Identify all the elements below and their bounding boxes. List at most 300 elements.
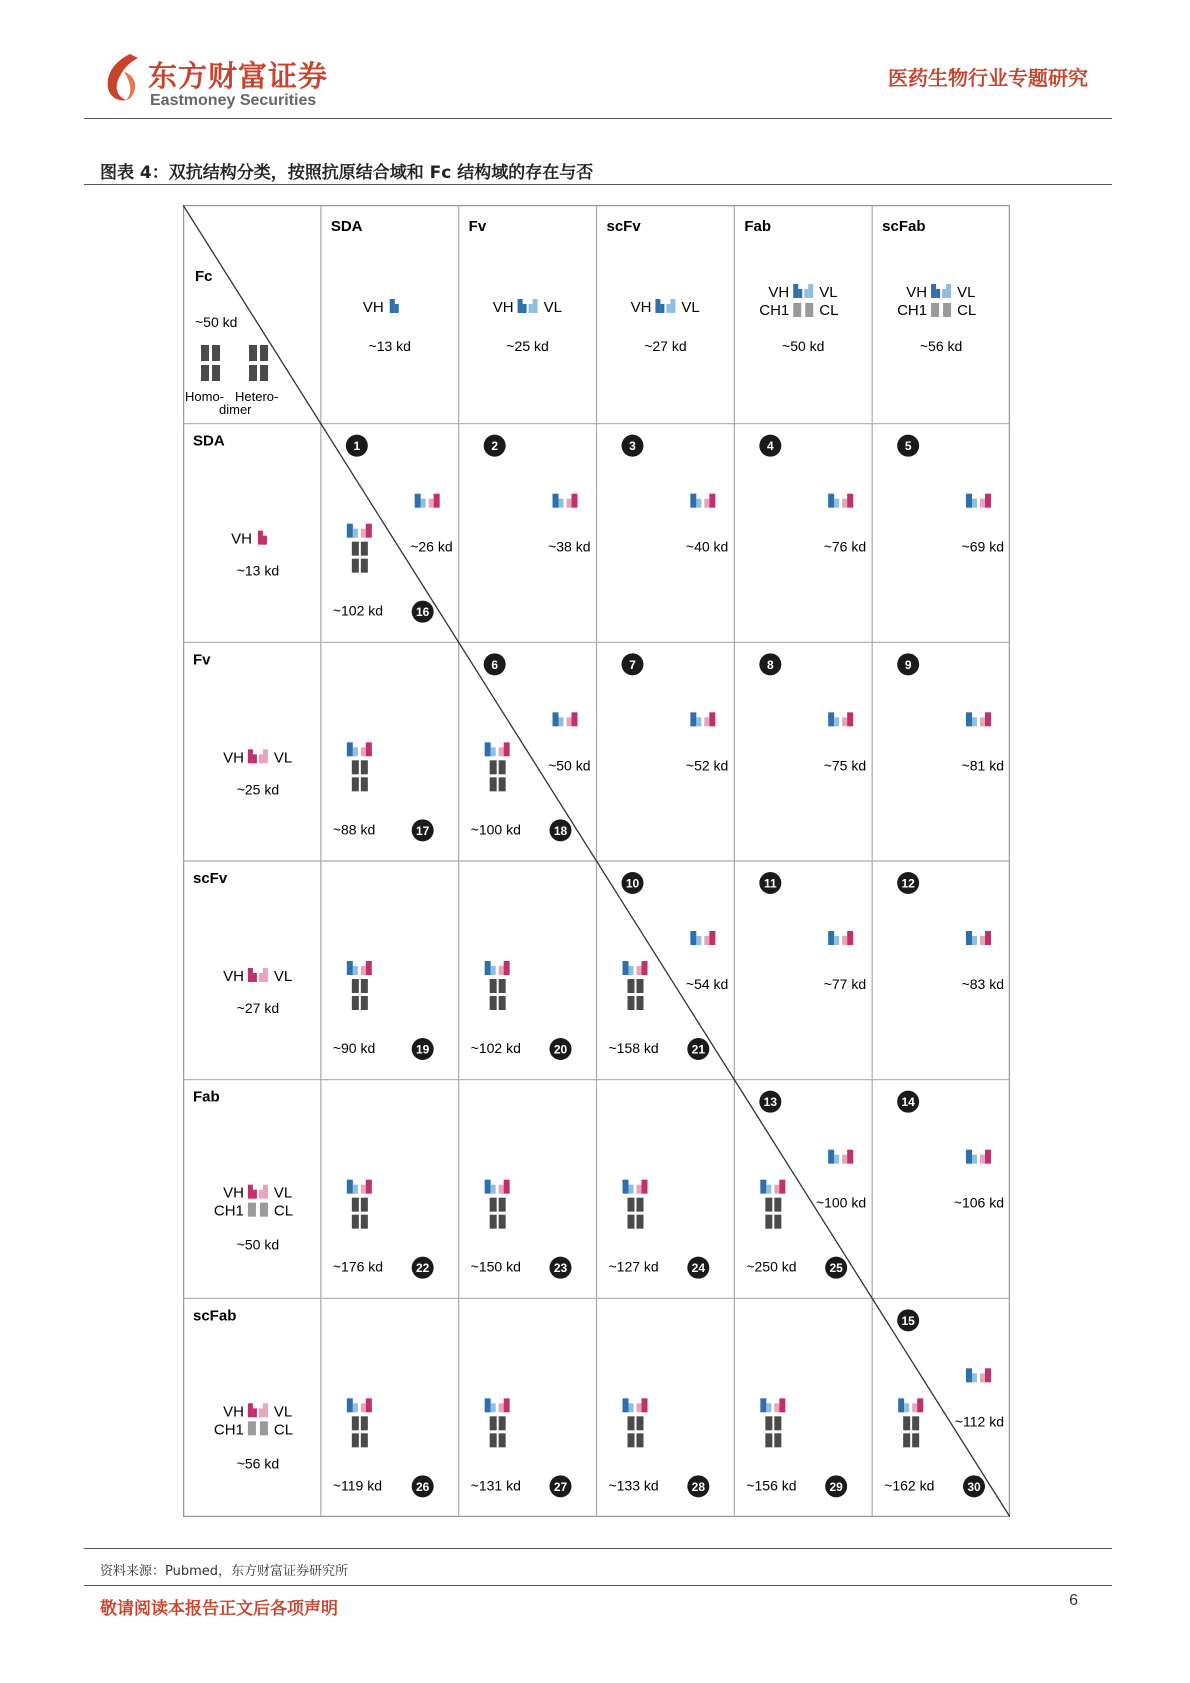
fc-bispecific-format-icon: [361, 542, 368, 556]
column-chain-label: VH: [768, 284, 790, 301]
fc-bispecific-format-icon: [366, 742, 372, 756]
ch1-domain-icon: [248, 1203, 256, 1217]
fc-bispecific-format-icon: [361, 1416, 368, 1430]
bispecific-format-icon: [696, 936, 701, 945]
header-divider: [84, 118, 1112, 119]
bispecific-format-icon: [847, 1150, 853, 1164]
fc-bispecific-format-icon: [623, 961, 629, 975]
bispecific-format-icon: [828, 1150, 834, 1164]
column-header-fab: Fab: [744, 218, 772, 235]
fc-bispecific-format-icon: [490, 996, 497, 1010]
format-size-label: ~127 kd: [608, 1258, 659, 1275]
bispecific-format-icon: [985, 494, 991, 508]
ch1-domain-icon: [248, 1421, 256, 1435]
fc-bispecific-format-icon: [490, 777, 497, 791]
vh-vl-domain-icon: [666, 304, 670, 313]
fc-bispecific-format-icon: [361, 1215, 368, 1229]
format-number-badge: 4: [766, 439, 774, 454]
column-chain-label: CH1: [759, 302, 790, 319]
bispecific-format-icon: [847, 931, 853, 945]
fc-bispecific-format-icon: [499, 979, 506, 993]
fc-bispecific-format-icon: [366, 1180, 372, 1194]
format-size-label: ~100 kd: [815, 1194, 867, 1211]
format-number-badge: 21: [691, 1042, 706, 1057]
format-number-badge: 1: [353, 439, 361, 454]
format-number-badge: 19: [415, 1042, 430, 1057]
format-number-badge: 15: [901, 1313, 915, 1328]
bispecific-format-icon: [704, 717, 709, 726]
vh-vl-domain-icon: [263, 1185, 268, 1199]
row-chain-label: VL: [273, 1403, 293, 1421]
format-size-label: ~158 kd: [608, 1040, 659, 1056]
row-header-fv: Fv: [193, 651, 211, 669]
fc-bispecific-format-icon: [366, 1398, 372, 1412]
fc-bispecific-format-icon: [361, 747, 366, 756]
column-size-label: ~13 kd: [368, 338, 411, 354]
fc-bispecific-format-icon: [629, 1403, 634, 1412]
vh-vl-domain-icon: [660, 304, 664, 313]
fc-bispecific-format-icon: [504, 1398, 510, 1412]
heterodimer-fc-block: [260, 365, 268, 381]
bispecific-format-icon: [572, 494, 578, 508]
bispecific-format-icon: [429, 499, 434, 508]
vh-domain-icon: [258, 531, 263, 545]
column-chain-label: CH1: [897, 302, 928, 319]
format-size-label: ~112 kd: [954, 1413, 1004, 1430]
vh-vl-domain-icon: [253, 1408, 257, 1417]
fc-bispecific-format-icon: [353, 529, 358, 538]
fc-bispecific-format-icon: [623, 1398, 629, 1412]
column-chain-label: CL: [819, 302, 839, 319]
format-size-label: ~26 kd: [410, 538, 453, 555]
fc-bispecific-format-icon: [637, 1416, 644, 1430]
fc-bispecific-format-icon: [366, 524, 372, 538]
fc-bispecific-format-icon: [490, 1215, 497, 1229]
fc-bispecific-format-icon: [629, 1185, 634, 1194]
bispecific-format-icon: [434, 494, 440, 508]
bispecific-format-icon: [828, 494, 834, 508]
format-number-badge: 17: [415, 823, 430, 838]
heterodimer-fc-block: [260, 345, 268, 361]
vh-vl-domain-icon: [263, 749, 268, 763]
fc-bispecific-format-icon: [347, 1398, 353, 1412]
fc-bispecific-format-icon: [361, 529, 366, 538]
format-number-badge: 29: [829, 1479, 843, 1494]
cl-domain-icon: [943, 303, 951, 317]
fc-bispecific-format-icon: [352, 1215, 359, 1229]
fc-bispecific-format-icon: [490, 1198, 497, 1212]
format-number-badge: 5: [904, 439, 912, 454]
vh-vl-domain-icon: [523, 304, 527, 313]
fc-bispecific-format-icon: [774, 1403, 779, 1412]
fc-bispecific-format-icon: [765, 1416, 772, 1430]
row-header-scfab: scFab: [193, 1307, 237, 1325]
ch1-domain-icon: [793, 303, 801, 317]
bispecific-format-icon: [972, 1373, 977, 1382]
disclaimer: 敬请阅读本报告正文后各项声明: [100, 1599, 338, 1619]
format-number-badge: 24: [691, 1261, 706, 1276]
fc-bispecific-format-icon: [361, 966, 366, 975]
bispecific-format-icon: [972, 936, 977, 945]
vh-vl-domain-icon: [248, 968, 253, 982]
column-chain-label: VH: [362, 299, 384, 316]
fc-bispecific-format-icon: [490, 760, 497, 774]
format-number-badge: 22: [415, 1261, 430, 1276]
format-size-label: ~83 kd: [961, 976, 1004, 992]
row-header-sda: SDA: [193, 432, 225, 450]
fc-bispecific-format-icon: [352, 559, 359, 573]
column-chain-label: VL: [681, 299, 700, 316]
fc-bispecific-format-icon: [774, 1198, 781, 1212]
fc-bispecific-format-icon: [628, 1416, 635, 1430]
fc-bispecific-format-icon: [765, 1198, 772, 1212]
fc-bispecific-format-icon: [353, 1403, 358, 1412]
row-size-label: ~25 kd: [236, 781, 280, 798]
homodimer-fc-block: [201, 345, 209, 361]
corner-homo-label: Homo-: [185, 389, 225, 404]
column-chain-label: VL: [543, 299, 562, 316]
bispecific-format-icon: [834, 936, 839, 945]
footer-divider: [84, 1548, 1112, 1549]
format-size-label: ~54 kd: [685, 976, 729, 992]
bispecific-format-icon: [847, 494, 853, 508]
fc-bispecific-format-icon: [637, 1403, 642, 1412]
row-chain-label: VH: [223, 749, 244, 767]
bispecific-format-icon: [553, 712, 559, 726]
bispecific-format-icon: [966, 712, 972, 726]
vh-vl-domain-icon: [248, 1185, 253, 1199]
row-chain-label: CH1: [213, 1421, 244, 1439]
fc-bispecific-format-icon: [491, 966, 496, 975]
format-number-badge: 23: [553, 1261, 568, 1276]
column-header-sda: SDA: [330, 218, 363, 235]
format-size-label: ~100 kd: [470, 821, 521, 838]
bispecific-format-icon: [985, 1368, 991, 1382]
column-size-label: ~50 kd: [782, 338, 825, 354]
page-number: 6: [1069, 1592, 1078, 1609]
column-size-label: ~27 kd: [644, 338, 687, 354]
fc-bispecific-format-icon: [366, 961, 372, 975]
fc-bispecific-format-icon: [912, 1433, 919, 1447]
bispecific-format-icon: [696, 499, 701, 508]
corner-fc-size: ~50 kd: [195, 314, 238, 330]
format-size-label: ~38 kd: [548, 538, 591, 555]
report-category: 医药生物行业专题研究: [888, 66, 1088, 90]
fc-bispecific-format-icon: [361, 777, 368, 791]
row-size-label: ~56 kd: [236, 1455, 280, 1472]
vh-vl-domain-icon: [253, 754, 257, 763]
fc-bispecific-format-icon: [765, 1215, 772, 1229]
format-size-label: ~106 kd: [953, 1194, 1004, 1211]
bispecific-format-icon: [567, 717, 572, 726]
format-number-badge: 10: [625, 876, 640, 891]
fc-bispecific-format-icon: [637, 996, 644, 1010]
homodimer-fc-block: [212, 365, 220, 381]
format-number-badge: 13: [763, 1095, 778, 1110]
bispecific-format-icon: [980, 717, 985, 726]
bispecific-format-icon: [972, 499, 977, 508]
fc-bispecific-format-icon: [628, 1215, 635, 1229]
bispecific-format-icon: [709, 931, 715, 945]
fc-bispecific-format-icon: [774, 1185, 779, 1194]
source-note: 资料来源：Pubmed，东方财富证券研究所: [100, 1564, 349, 1579]
fc-bispecific-format-icon: [499, 777, 506, 791]
format-number-badge: 18: [553, 823, 568, 838]
format-number-badge: 6: [491, 657, 499, 672]
bispecific-format-icon: [842, 499, 847, 508]
column-header-scfv: scFv: [606, 218, 641, 235]
fc-bispecific-format-icon: [485, 961, 491, 975]
format-number-badge: 7: [629, 657, 636, 672]
vh-vl-domain-icon: [793, 284, 798, 298]
row-header-scfv: scFv: [193, 870, 228, 887]
fc-bispecific-format-icon: [642, 1398, 648, 1412]
bispecific-format-icon: [696, 717, 701, 726]
column-chain-label: CL: [957, 302, 977, 319]
fc-bispecific-format-icon: [637, 966, 642, 975]
fc-bispecific-format-icon: [490, 1416, 497, 1430]
format-size-label: ~250 kd: [746, 1258, 797, 1275]
row-chain-label: VH: [223, 1403, 244, 1421]
format-size-label: ~119 kd: [332, 1477, 383, 1494]
column-size-label: ~56 kd: [919, 338, 963, 354]
format-size-label: ~77 kd: [823, 976, 867, 992]
fc-bispecific-format-icon: [898, 1398, 904, 1412]
fc-bispecific-format-icon: [361, 1185, 366, 1194]
format-size-label: ~75 kd: [823, 757, 867, 774]
fc-bispecific-format-icon: [917, 1398, 923, 1412]
vh-vl-domain-icon: [798, 289, 802, 298]
bispecific-format-icon: [847, 712, 853, 726]
disclaimer-divider: [84, 1585, 1112, 1586]
column-chain-label: VH: [906, 284, 928, 301]
format-size-label: ~162 kd: [884, 1477, 935, 1494]
company-name-en: Eastmoney Securities: [150, 92, 317, 109]
vh-vl-domain-icon: [248, 1403, 253, 1417]
fc-bispecific-format-icon: [499, 1433, 506, 1447]
fc-bispecific-format-icon: [347, 1180, 353, 1194]
format-size-label: ~40 kd: [685, 538, 729, 555]
fc-bispecific-format-icon: [353, 747, 358, 756]
column-chain-label: VL: [819, 284, 838, 301]
cl-domain-icon: [260, 1203, 268, 1217]
row-chain-label: VL: [273, 749, 293, 767]
fc-bispecific-format-icon: [903, 1416, 910, 1430]
bispecific-format-icon: [842, 1155, 847, 1164]
row-chain-label: VH: [223, 1184, 244, 1202]
fc-bispecific-format-icon: [774, 1215, 781, 1229]
bispecific-format-icon: [980, 1155, 985, 1164]
fc-bispecific-format-icon: [353, 966, 358, 975]
format-size-label: ~102 kd: [470, 1040, 521, 1056]
format-size-label: ~52 kd: [685, 757, 729, 774]
vh-vl-domain-icon: [670, 299, 675, 313]
bispecific-format-icon: [572, 712, 578, 726]
fc-bispecific-format-icon: [623, 1180, 629, 1194]
fc-bispecific-format-icon: [504, 1180, 510, 1194]
vh-vl-domain-icon: [946, 284, 951, 298]
bispecific-format-icon: [709, 712, 715, 726]
corner-dimer-label: dimer: [219, 402, 252, 417]
fc-bispecific-format-icon: [491, 747, 496, 756]
column-size-label: ~25 kd: [506, 338, 549, 354]
fc-bispecific-format-icon: [491, 1185, 496, 1194]
bispecific-format-icon: [966, 494, 972, 508]
fc-bispecific-format-icon: [903, 1433, 910, 1447]
bispecific-format-icon: [828, 931, 834, 945]
bispecific-format-icon: [985, 712, 991, 726]
fc-bispecific-format-icon: [628, 1198, 635, 1212]
fc-bispecific-format-icon: [499, 760, 506, 774]
bispecific-format-icon: [709, 494, 715, 508]
bispecific-format-icon: [559, 717, 564, 726]
bispecific-format-icon: [828, 712, 834, 726]
bispecific-classification-figure: [183, 205, 1010, 1517]
fc-bispecific-format-icon: [760, 1398, 766, 1412]
format-number-badge: 25: [829, 1261, 843, 1276]
bispecific-format-icon: [980, 1373, 985, 1382]
vh-vl-domain-icon: [259, 1408, 263, 1417]
fc-bispecific-format-icon: [499, 1215, 506, 1229]
format-number-badge: 2: [491, 439, 499, 454]
format-number-badge: 30: [967, 1479, 981, 1494]
fc-bispecific-format-icon: [637, 1215, 644, 1229]
bispecific-format-icon: [834, 717, 839, 726]
fc-bispecific-format-icon: [361, 559, 368, 573]
fc-bispecific-format-icon: [347, 524, 353, 538]
fc-bispecific-format-icon: [352, 1433, 359, 1447]
row-chain-label: VH: [231, 530, 252, 548]
fc-bispecific-format-icon: [352, 1416, 359, 1430]
fc-bispecific-format-icon: [499, 996, 506, 1010]
bispecific-format-icon: [966, 1368, 972, 1382]
homodimer-fc-block: [212, 345, 220, 361]
format-size-label: ~176 kd: [332, 1258, 384, 1275]
format-size-label: ~76 kd: [823, 538, 867, 555]
fc-bispecific-format-icon: [499, 1403, 504, 1412]
bispecific-format-icon: [972, 1155, 977, 1164]
page-header: [0, 0, 1190, 120]
fc-bispecific-format-icon: [352, 542, 359, 556]
fc-bispecific-format-icon: [637, 1433, 644, 1447]
caption-divider: [84, 184, 1112, 185]
vh-vl-domain-icon: [808, 284, 813, 298]
fc-bispecific-format-icon: [760, 1180, 766, 1194]
fc-bispecific-format-icon: [485, 1180, 491, 1194]
vh-vl-domain-icon: [931, 284, 936, 298]
fc-bispecific-format-icon: [499, 1416, 506, 1430]
fc-bispecific-format-icon: [361, 1433, 368, 1447]
cl-domain-icon: [805, 303, 813, 317]
fc-bispecific-format-icon: [504, 742, 510, 756]
column-chain-label: VH: [492, 299, 514, 316]
format-size-label: ~50 kd: [548, 757, 591, 774]
format-number-badge: 3: [629, 439, 636, 454]
figure-caption: 图表 4：双抗结构分类，按照抗原结合域和 Fc 结构域的存在与否: [100, 163, 594, 183]
bispecific-format-icon: [559, 499, 564, 508]
bispecific-format-icon: [567, 499, 572, 508]
fc-bispecific-format-icon: [490, 979, 497, 993]
format-size-label: ~133 kd: [608, 1477, 659, 1494]
fc-bispecific-format-icon: [774, 1416, 781, 1430]
vh-vl-domain-icon: [253, 973, 257, 982]
vh-vl-domain-icon: [259, 754, 263, 763]
format-number-badge: 11: [763, 876, 777, 891]
fc-bispecific-format-icon: [347, 961, 353, 975]
bispecific-format-icon: [834, 499, 839, 508]
fc-bispecific-format-icon: [766, 1185, 771, 1194]
bispecific-format-icon: [980, 499, 985, 508]
row-size-label: ~27 kd: [236, 1000, 280, 1016]
format-size-label: ~69 kd: [961, 538, 1004, 555]
fc-bispecific-format-icon: [637, 1198, 644, 1212]
fc-bispecific-format-icon: [490, 1433, 497, 1447]
fc-bispecific-format-icon: [642, 961, 648, 975]
cl-domain-icon: [260, 1421, 268, 1435]
format-size-label: ~156 kd: [746, 1477, 797, 1494]
fc-bispecific-format-icon: [499, 966, 504, 975]
row-size-label: ~13 kd: [236, 562, 280, 579]
column-chain-label: VH: [630, 299, 652, 316]
fc-bispecific-format-icon: [628, 996, 635, 1010]
fc-bispecific-format-icon: [361, 1198, 368, 1212]
bispecific-format-icon: [842, 936, 847, 945]
format-number-badge: 28: [691, 1479, 706, 1494]
fc-bispecific-format-icon: [765, 1433, 772, 1447]
vh-vl-domain-icon: [253, 1190, 257, 1199]
format-size-label: ~81 kd: [961, 757, 1004, 774]
fc-bispecific-format-icon: [499, 1198, 506, 1212]
fc-bispecific-format-icon: [504, 961, 510, 975]
format-number-badge: 16: [415, 605, 430, 620]
fc-bispecific-format-icon: [499, 747, 504, 756]
heterodimer-fc-block: [249, 365, 257, 381]
row-header-fab: Fab: [193, 1088, 220, 1106]
homodimer-fc-block: [201, 365, 209, 381]
row-size-label: ~50 kd: [236, 1236, 280, 1253]
fc-bispecific-format-icon: [485, 1398, 491, 1412]
format-size-label: ~88 kd: [332, 821, 376, 838]
row-chain-label: VL: [273, 1184, 293, 1202]
fc-bispecific-format-icon: [491, 1403, 496, 1412]
vh-vl-domain-icon: [936, 289, 940, 298]
fc-bispecific-format-icon: [499, 1185, 504, 1194]
fc-bispecific-format-icon: [912, 1416, 919, 1430]
heterodimer-fc-block: [249, 345, 257, 361]
fc-bispecific-format-icon: [642, 1180, 648, 1194]
corner-hetero-label: Hetero-: [235, 389, 279, 404]
format-size-label: ~150 kd: [470, 1258, 521, 1275]
bispecific-format-icon: [966, 1150, 972, 1164]
fc-bispecific-format-icon: [352, 996, 359, 1010]
row-chain-label: CL: [273, 1202, 294, 1220]
fc-bispecific-format-icon: [361, 760, 368, 774]
vh-vl-domain-icon: [804, 289, 808, 298]
vh-domain-icon: [263, 536, 267, 545]
format-size-label: ~131 kd: [470, 1477, 521, 1494]
bispecific-format-icon: [966, 931, 972, 945]
company-name-cn: 东方财富证券: [148, 59, 329, 93]
vh-vl-domain-icon: [518, 299, 523, 313]
bispecific-format-icon: [415, 494, 421, 508]
ch1-domain-icon: [931, 303, 939, 317]
bispecific-format-icon: [834, 1155, 839, 1164]
vh-vl-domain-icon: [259, 1190, 263, 1199]
vh-domain-icon: [390, 299, 395, 313]
format-number-badge: 27: [553, 1479, 568, 1494]
bispecific-format-icon: [690, 931, 696, 945]
format-number-badge: 9: [904, 657, 912, 672]
